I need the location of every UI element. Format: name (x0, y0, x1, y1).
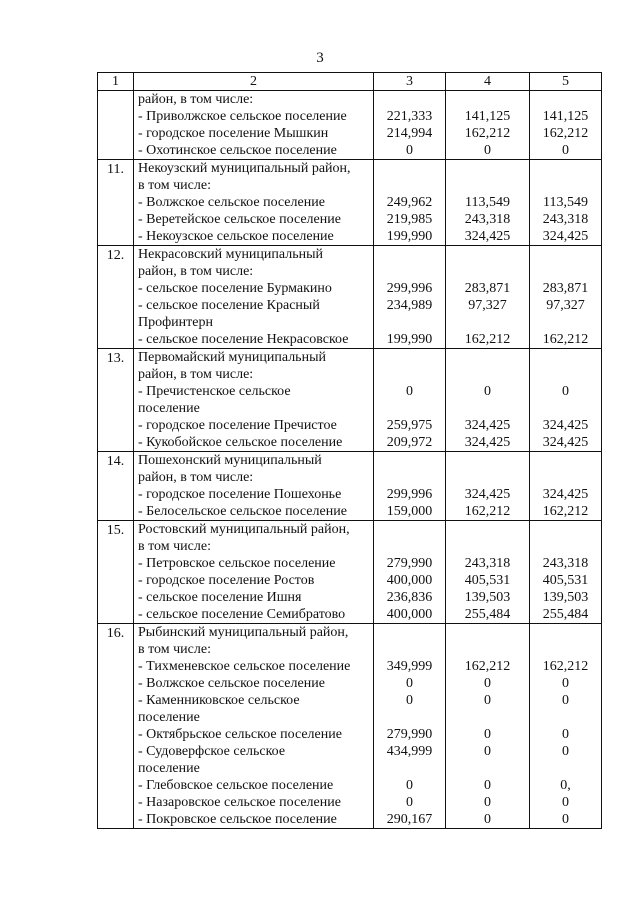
value (374, 366, 445, 383)
row-number-cell (98, 452, 134, 521)
value (446, 624, 529, 641)
value: 324,425 (464, 418, 511, 433)
name-line: Профинтерн (138, 315, 213, 330)
value (530, 760, 601, 777)
value: 290,167 (386, 812, 433, 827)
value-cell-col3 (374, 624, 446, 829)
name-cell (134, 521, 374, 624)
value (374, 469, 445, 486)
value: 0 (484, 812, 491, 827)
value: 0 (406, 676, 413, 691)
value: 400,000 (386, 607, 433, 622)
value-cell-col3 (374, 349, 446, 452)
value (374, 521, 445, 538)
value (374, 177, 445, 194)
name-line: поселение (138, 761, 200, 776)
name-cell (134, 624, 374, 829)
name-cell (134, 452, 374, 521)
name-line: - сельское поселение Красный (138, 298, 320, 313)
value: 141,125 (542, 109, 589, 124)
name-line: - сельское поселение Семибратово (138, 607, 346, 622)
name-line: в том числе: (138, 178, 211, 193)
row-number: 14. (106, 454, 125, 469)
value (530, 160, 601, 177)
value: 0 (484, 676, 491, 691)
value: 279,990 (386, 556, 433, 571)
value-cell-col4 (446, 246, 530, 349)
value: 255,484 (542, 607, 589, 622)
value: 214,994 (386, 126, 433, 141)
value: 0 (484, 778, 491, 793)
row-number-cell (98, 349, 134, 452)
value (446, 263, 529, 280)
column-header-4: 4 (446, 73, 530, 91)
header-row (98, 73, 602, 91)
value: 0 (484, 727, 491, 742)
value: 0 (562, 727, 569, 742)
value (446, 177, 529, 194)
value-cell-col5 (530, 521, 602, 624)
value: 0 (562, 744, 569, 759)
name-line: Пошехонский муниципальный (138, 453, 322, 468)
value: 324,425 (464, 229, 511, 244)
value (374, 400, 445, 417)
name-line: - Тихменевское сельское поселение (138, 659, 351, 674)
value: 159,000 (386, 504, 433, 519)
value (374, 538, 445, 555)
value: 0 (562, 384, 569, 399)
name-line: - Петровское сельское поселение (138, 556, 336, 571)
name-line: - городское поселение Пошехонье (138, 487, 342, 502)
value-cell-col4 (446, 624, 530, 829)
name-line: - Некоузское сельское поселение (138, 229, 334, 244)
value (374, 91, 445, 108)
name-line: в том числе: (138, 539, 211, 554)
value (446, 246, 529, 263)
value (530, 400, 601, 417)
row-number (98, 91, 133, 93)
value-cell-col5 (530, 624, 602, 829)
name-cell (134, 91, 374, 160)
name-line: - Покровское сельское поселение (138, 812, 337, 827)
value-cell-col4 (446, 91, 530, 160)
value: 219,985 (386, 212, 433, 227)
value: 97,327 (468, 298, 507, 313)
name-line: Ростовский муниципальный район, (138, 522, 350, 537)
row-number-cell (98, 624, 134, 829)
table-row (98, 160, 602, 246)
value: 259,975 (386, 418, 433, 433)
name-cell (134, 246, 374, 349)
value (530, 521, 601, 538)
value: 162,212 (542, 126, 589, 141)
value: 405,531 (464, 573, 511, 588)
value: 255,484 (464, 607, 511, 622)
value: 283,871 (464, 281, 511, 296)
value-cell-col5 (530, 91, 602, 160)
name-line: район, в том числе: (138, 264, 254, 279)
value: 400,000 (386, 573, 433, 588)
value: 324,425 (542, 487, 589, 502)
value (530, 366, 601, 383)
value (374, 624, 445, 641)
value: 0 (562, 812, 569, 827)
name-line: в том числе: (138, 642, 211, 657)
value: 299,996 (386, 487, 433, 502)
value-cell-col5 (530, 349, 602, 452)
value-cell-col3 (374, 91, 446, 160)
value: 209,972 (386, 435, 433, 450)
value: 162,212 (464, 659, 511, 674)
value (374, 314, 445, 331)
value: 0 (484, 693, 491, 708)
value: 434,999 (386, 744, 433, 759)
value: 0 (484, 143, 491, 158)
table-row (98, 91, 602, 160)
value (374, 709, 445, 726)
value: 234,989 (386, 298, 433, 313)
value: 0 (484, 384, 491, 399)
value: 299,996 (386, 281, 433, 296)
name-line: - городское поселение Мышкин (138, 126, 329, 141)
table-row (98, 452, 602, 521)
row-number: 15. (106, 523, 125, 538)
value (374, 760, 445, 777)
value: 141,125 (464, 109, 511, 124)
row-number-cell (98, 521, 134, 624)
row-number: 13. (106, 351, 125, 366)
table-row (98, 624, 602, 829)
value: 0 (406, 143, 413, 158)
name-line: - Волжское сельское поселение (138, 676, 325, 691)
value: 162,212 (542, 504, 589, 519)
value (530, 469, 601, 486)
value (374, 641, 445, 658)
name-line: - Октябрьское сельское поселение (138, 727, 342, 742)
value (374, 349, 445, 366)
page-number: 3 (316, 50, 324, 66)
column-header-2: 2 (134, 73, 374, 91)
value: 279,990 (386, 727, 433, 742)
name-line: - Глебовское сельское поселение (138, 778, 334, 793)
value: 0 (484, 795, 491, 810)
value: 324,425 (464, 487, 511, 502)
name-line: - Кукобойское сельское поселение (138, 435, 343, 450)
value (446, 366, 529, 383)
name-line: район, в том числе: (138, 367, 254, 382)
value: 243,318 (542, 556, 589, 571)
value (530, 349, 601, 366)
name-line: Некрасовский муниципальный (138, 247, 324, 262)
name-line: район, в том числе: (138, 92, 254, 107)
allocation-table (97, 72, 602, 829)
value (530, 709, 601, 726)
name-line: - сельское поселение Некрасовское (138, 332, 349, 347)
value: 0 (406, 384, 413, 399)
value: 324,425 (464, 435, 511, 450)
value: 0 (406, 795, 413, 810)
value: 139,503 (464, 590, 511, 605)
value: 162,212 (464, 332, 511, 347)
value: 113,549 (543, 195, 588, 210)
name-line: - Веретейское сельское поселение (138, 212, 341, 227)
value: 199,990 (386, 332, 433, 347)
row-number: 11. (107, 162, 124, 177)
row-number: 12. (106, 248, 125, 263)
value (530, 314, 601, 331)
value-cell-col4 (446, 349, 530, 452)
value (446, 314, 529, 331)
value (530, 177, 601, 194)
value (446, 452, 529, 469)
value: 199,990 (386, 229, 433, 244)
value-cell-col5 (530, 160, 602, 246)
value-cell-col3 (374, 452, 446, 521)
name-line: - Назаровское сельское поселение (138, 795, 341, 810)
value: 162,212 (464, 126, 511, 141)
name-line: - Охотинское сельское поселение (138, 143, 337, 158)
table-row (98, 521, 602, 624)
value (446, 160, 529, 177)
value-cell-col3 (374, 246, 446, 349)
name-line: поселение (138, 710, 200, 725)
name-cell (134, 160, 374, 246)
name-line: - Приволжское сельское поселение (138, 109, 347, 124)
value: 249,962 (386, 195, 433, 210)
value: 0 (562, 676, 569, 691)
value: 162,212 (542, 659, 589, 674)
value: 0, (560, 778, 571, 793)
value: 0 (484, 744, 491, 759)
value (446, 521, 529, 538)
value: 221,333 (386, 109, 433, 124)
name-line: - сельское поселение Бурмакино (138, 281, 332, 296)
value-cell-col5 (530, 452, 602, 521)
table-row (98, 349, 602, 452)
name-line: - городское поселение Пречистое (138, 418, 337, 433)
value (374, 452, 445, 469)
value (530, 624, 601, 641)
value: 0 (562, 693, 569, 708)
name-line: поселение (138, 401, 200, 416)
name-line: район, в том числе: (138, 470, 254, 485)
value: 0 (406, 778, 413, 793)
name-line: - Каменниковское сельское (138, 693, 300, 708)
value (530, 91, 601, 108)
value (374, 246, 445, 263)
value: 243,318 (464, 556, 511, 571)
value (446, 469, 529, 486)
value (530, 452, 601, 469)
value (446, 709, 529, 726)
name-line: - сельское поселение Ишня (138, 590, 302, 605)
value: 236,836 (386, 590, 433, 605)
row-number-cell (98, 91, 134, 160)
value-cell-col4 (446, 160, 530, 246)
name-cell (134, 349, 374, 452)
name-line: - Волжское сельское поселение (138, 195, 325, 210)
value: 162,212 (542, 332, 589, 347)
value: 243,318 (464, 212, 511, 227)
row-number-cell (98, 160, 134, 246)
value: 243,318 (542, 212, 589, 227)
value: 162,212 (464, 504, 511, 519)
value-cell-col4 (446, 521, 530, 624)
value: 405,531 (542, 573, 589, 588)
name-line: - Пречистенское сельское (138, 384, 291, 399)
value: 349,999 (386, 659, 433, 674)
value: 0 (406, 693, 413, 708)
value: 324,425 (542, 435, 589, 450)
value (446, 349, 529, 366)
value: 324,425 (542, 229, 589, 244)
row-number: 16. (106, 626, 125, 641)
value-cell-col4 (446, 452, 530, 521)
value (446, 400, 529, 417)
name-line: - Судоверфское сельское (138, 744, 286, 759)
table-row (98, 246, 602, 349)
value: 283,871 (542, 281, 589, 296)
value: 97,327 (546, 298, 585, 313)
value (530, 538, 601, 555)
value (374, 263, 445, 280)
name-line: - Белосельское сельское поселение (138, 504, 347, 519)
column-header-1: 1 (98, 73, 134, 91)
value: 324,425 (542, 418, 589, 433)
value-cell-col3 (374, 160, 446, 246)
value (446, 538, 529, 555)
name-line: - городское поселение Ростов (138, 573, 315, 588)
value (530, 263, 601, 280)
value-cell-col3 (374, 521, 446, 624)
value: 0 (562, 143, 569, 158)
name-line: Рыбинский муниципальный район, (138, 625, 349, 640)
column-header-5: 5 (530, 73, 602, 91)
value (530, 246, 601, 263)
value (374, 160, 445, 177)
value (446, 641, 529, 658)
value-cell-col5 (530, 246, 602, 349)
value: 0 (562, 795, 569, 810)
column-header-3: 3 (374, 73, 446, 91)
name-line: Некоузский муниципальный район, (138, 161, 351, 176)
name-line: Первомайский муниципальный (138, 350, 326, 365)
value (446, 91, 529, 108)
value (446, 760, 529, 777)
value (530, 641, 601, 658)
value: 113,549 (465, 195, 510, 210)
value: 139,503 (542, 590, 589, 605)
row-number-cell (98, 246, 134, 349)
